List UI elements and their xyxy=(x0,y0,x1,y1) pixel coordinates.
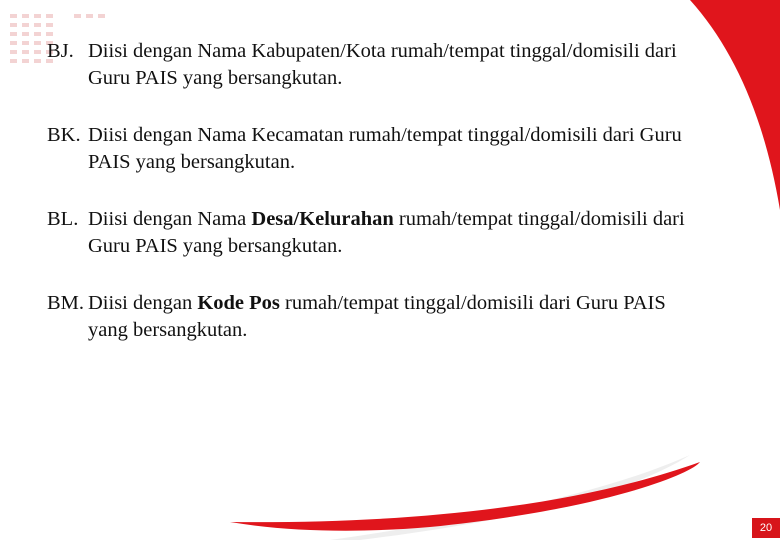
page-number: 20 xyxy=(752,518,780,538)
decor-dot xyxy=(34,32,41,36)
decor-dot xyxy=(98,14,105,18)
item-letter: BK. xyxy=(47,124,81,146)
decor-dot xyxy=(46,23,53,27)
item-text-bold: Desa/Kelurahan xyxy=(251,208,394,230)
decor-dot xyxy=(22,14,29,18)
item-text xyxy=(47,290,687,344)
decor-dot xyxy=(34,14,41,18)
item-text xyxy=(47,122,687,176)
decor-dot xyxy=(46,14,53,18)
list-item xyxy=(47,290,687,344)
item-letter: BM. xyxy=(47,292,85,314)
item-text-segment: rumah/tempat tinggal/domisili dari Guru PAIS yang bersangkutan. xyxy=(88,292,666,341)
item-text-segment: rumah/tempat tinggal/domisili dari Guru PAIS yang bersangkutan. xyxy=(88,208,685,257)
list-item xyxy=(47,206,687,260)
item-text-segment: Diisi dengan Nama Kabupaten/Kota rumah/tempat tinggal/domisili dari Guru PAIS yang bersangkutan. xyxy=(88,40,677,89)
decor-dot xyxy=(34,59,41,63)
item-letter: BJ. xyxy=(47,40,74,62)
decor-dot xyxy=(34,23,41,27)
decor-dot xyxy=(22,50,29,54)
decor-dot xyxy=(10,32,17,36)
decor-dot xyxy=(34,41,41,45)
decor-dot xyxy=(74,14,81,18)
item-text-segment: Diisi dengan Nama Kecamatan rumah/tempat tinggal/domisili dari Guru PAIS yang bersangkutan. xyxy=(88,124,682,173)
top-right-swoosh xyxy=(690,0,780,210)
decor-dot xyxy=(22,32,29,36)
decor-dot xyxy=(22,59,29,63)
list-item xyxy=(47,38,687,92)
item-letter: BL. xyxy=(47,208,79,230)
definition-list xyxy=(47,38,687,374)
decor-dot xyxy=(86,14,93,18)
decor-dot xyxy=(10,59,17,63)
decor-dot xyxy=(46,32,53,36)
item-text xyxy=(47,38,687,92)
decor-dot xyxy=(22,41,29,45)
decor-dot xyxy=(10,14,17,18)
decor-dot xyxy=(22,23,29,27)
decor-dot xyxy=(10,23,17,27)
item-text-bold: Kode Pos xyxy=(197,292,280,314)
item-text-segment: Diisi dengan Nama xyxy=(88,208,252,230)
decor-dot xyxy=(34,50,41,54)
decor-dot xyxy=(10,41,17,45)
list-item xyxy=(47,122,687,176)
decor-dot xyxy=(10,50,17,54)
bottom-swoosh xyxy=(230,462,700,531)
item-text-segment: Diisi dengan xyxy=(88,292,198,314)
item-text xyxy=(47,206,687,260)
